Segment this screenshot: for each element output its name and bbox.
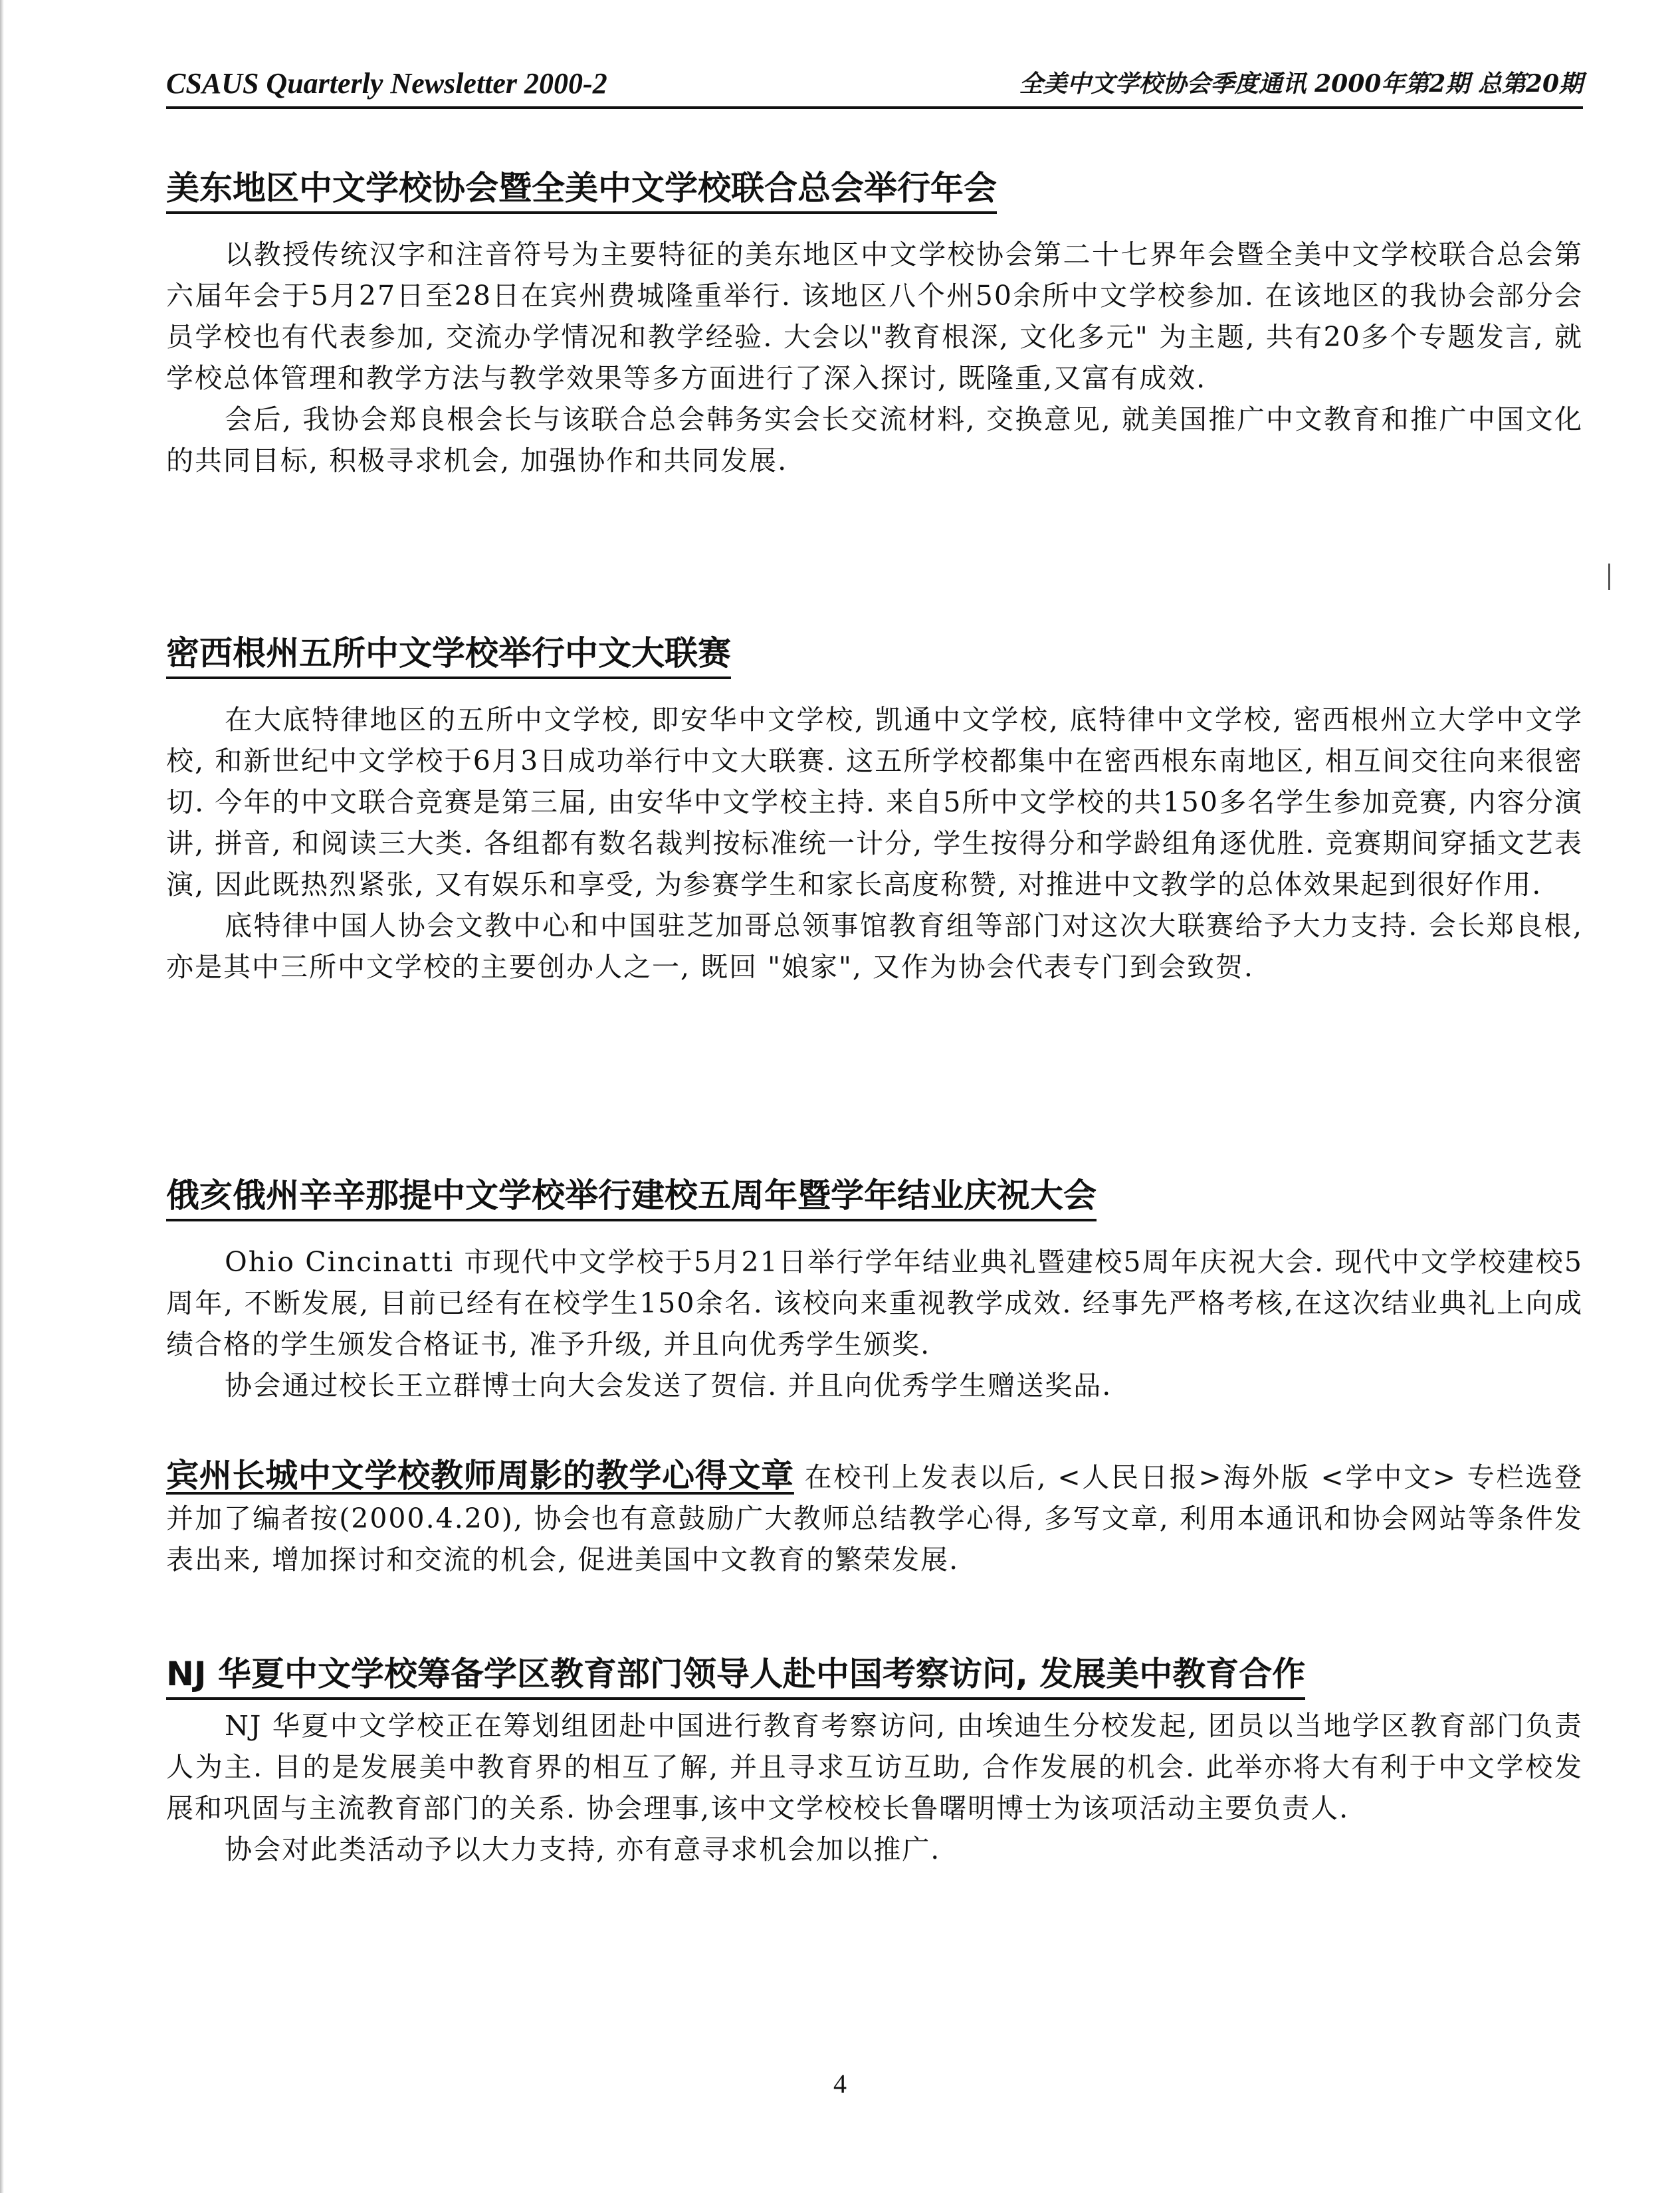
- article-east-coast-annual-meeting: [166, 165, 1583, 481]
- header-issue-info: 全美中文学校协会季度通讯 2000年第2期 总第20期: [1019, 70, 1583, 98]
- scan-mark: [1608, 564, 1610, 590]
- article-paragraph: 在大底特律地区的五所中文学校, 即安华中文学校, 凯通中文学校, 底特律中文学校, 密西根州立大学中文学校, 和新世纪中文学校于6月3日成功举行中文大联赛. 这五所学校都集中在密西根东南地区, 相互间交往向来很密切. 今年的中文联合竞赛是第三届, 由安华中文学校主持. 来自5所中文学校的共150多名学生参加竞赛, 内容分演讲, 拼音, 和阅读三大类. 各组都有数名裁判按标准统一计分, 学生按得分和学龄组角逐优胜. 竞赛期间穿插文艺表演, 因此既热烈紧张, 又有娱乐和享受, 为参赛学生和家长高度称赞, 对推进中文教学的总体效果起到很好作用.: [166, 704, 1583, 900]
- article-paragraph: Ohio Cincinatti 市现代中文学校于5月21日举行学年结业典礼暨建校5周年庆祝大会. 现代中文学校建校5周年, 不断发展, 目前已经有在校学生150余名. 该校向来重视教学成效. 经事先严格考核,在这次结业典礼上向成绩合格的学生颁发合格证书, 准予升级, 并且向优秀学生颁奖.: [166, 1246, 1583, 1360]
- article-nj-china-visit: [166, 1651, 1583, 1870]
- article-heading: 密西根州五所中文学校举行中文大联赛: [166, 630, 731, 679]
- article-heading: 美东地区中文学校协会暨全美中文学校联合总会举行年会: [166, 165, 997, 214]
- article-heading: NJ 华夏中文学校筹备学区教育部门领导人赴中国考察访问, 发展美中教育合作: [166, 1651, 1305, 1700]
- article-heading: 俄亥俄州辛辛那提中文学校举行建校五周年暨学年结业庆祝大会: [166, 1172, 1097, 1221]
- article-paragraph: 协会通过校长王立群博士向大会发送了贺信. 并且向优秀学生赠送奖品.: [225, 1370, 1112, 1402]
- article-paragraph: NJ 华夏中文学校正在筹划组团赴中国进行教育考察访问, 由埃迪生分校发起, 团员以当地学区教育部门负责人为主. 目的是发展美中教育界的相互了解, 并且寻求互访互助, 合作发展的机会. 此举亦将大有利于中文学校发展和巩固与主流教育部门的关系. 协会理事,该中文学校校长鲁曙明博士为该项活动主要负责人.: [166, 1710, 1583, 1824]
- article-michigan-competition: [166, 630, 1583, 988]
- page-header: [166, 65, 1583, 109]
- article-inline-body: 在校刊上发表以后, <人民日报>海外版 <学中文> 专栏选登并加了编者按(2000.4.20), 协会也有意鼓励广大教师总结教学心得, 多写文章, 利用本通讯和协会网站等条件发表出来, 增加探讨和交流的机会, 促进美国中文教育的繁荣发展.: [166, 1461, 1583, 1576]
- page-number: 4: [833, 2069, 847, 2099]
- article-paragraph: 协会对此类活动予以大力支持, 亦有意寻求机会加以推广.: [225, 1833, 941, 1865]
- article-paragraph: 底特律中国人协会文教中心和中国驻芝加哥总领事馆教育组等部门对这次大联赛给予大力支持. 会长郑良根, 亦是其中三所中文学校的主要创办人之一, 既回 "娘家", 又作为协会代表专门到会致贺.: [166, 910, 1583, 983]
- article-paragraph: 以教授传统汉字和注音符号为主要特征的美东地区中文学校协会第二十七界年会暨全美中文学校联合总会第六届年会于5月27日至28日在宾州费城隆重举行. 该地区八个州50余所中文学校参加. 在该地区的我协会部分会员学校也有代表参加, 交流办学情况和教学经验. 大会以"教育根深, 文化多元" 为主题, 共有20多个专题发言, 就学校总体管理和教学方法与教学效果等多方面进行了深入探讨, 既隆重,又富有成效.: [166, 239, 1583, 394]
- scan-edge-shadow: [0, 0, 4, 2193]
- article-paragraph: [166, 1455, 1583, 1580]
- article-cincinnati-anniversary: [166, 1172, 1583, 1406]
- article-teacher-essay: [166, 1455, 1583, 1580]
- article-inline-heading: 宾州长城中文学校教师周影的教学心得文章: [166, 1457, 794, 1495]
- header-newsletter-title: CSAUS Quarterly Newsletter 2000-2: [166, 67, 607, 100]
- article-paragraph: 会后, 我协会郑良根会长与该联合总会韩务实会长交流材料, 交换意见, 就美国推广中文教育和推广中国文化的共同目标, 积极寻求机会, 加强协作和共同发展.: [166, 403, 1583, 476]
